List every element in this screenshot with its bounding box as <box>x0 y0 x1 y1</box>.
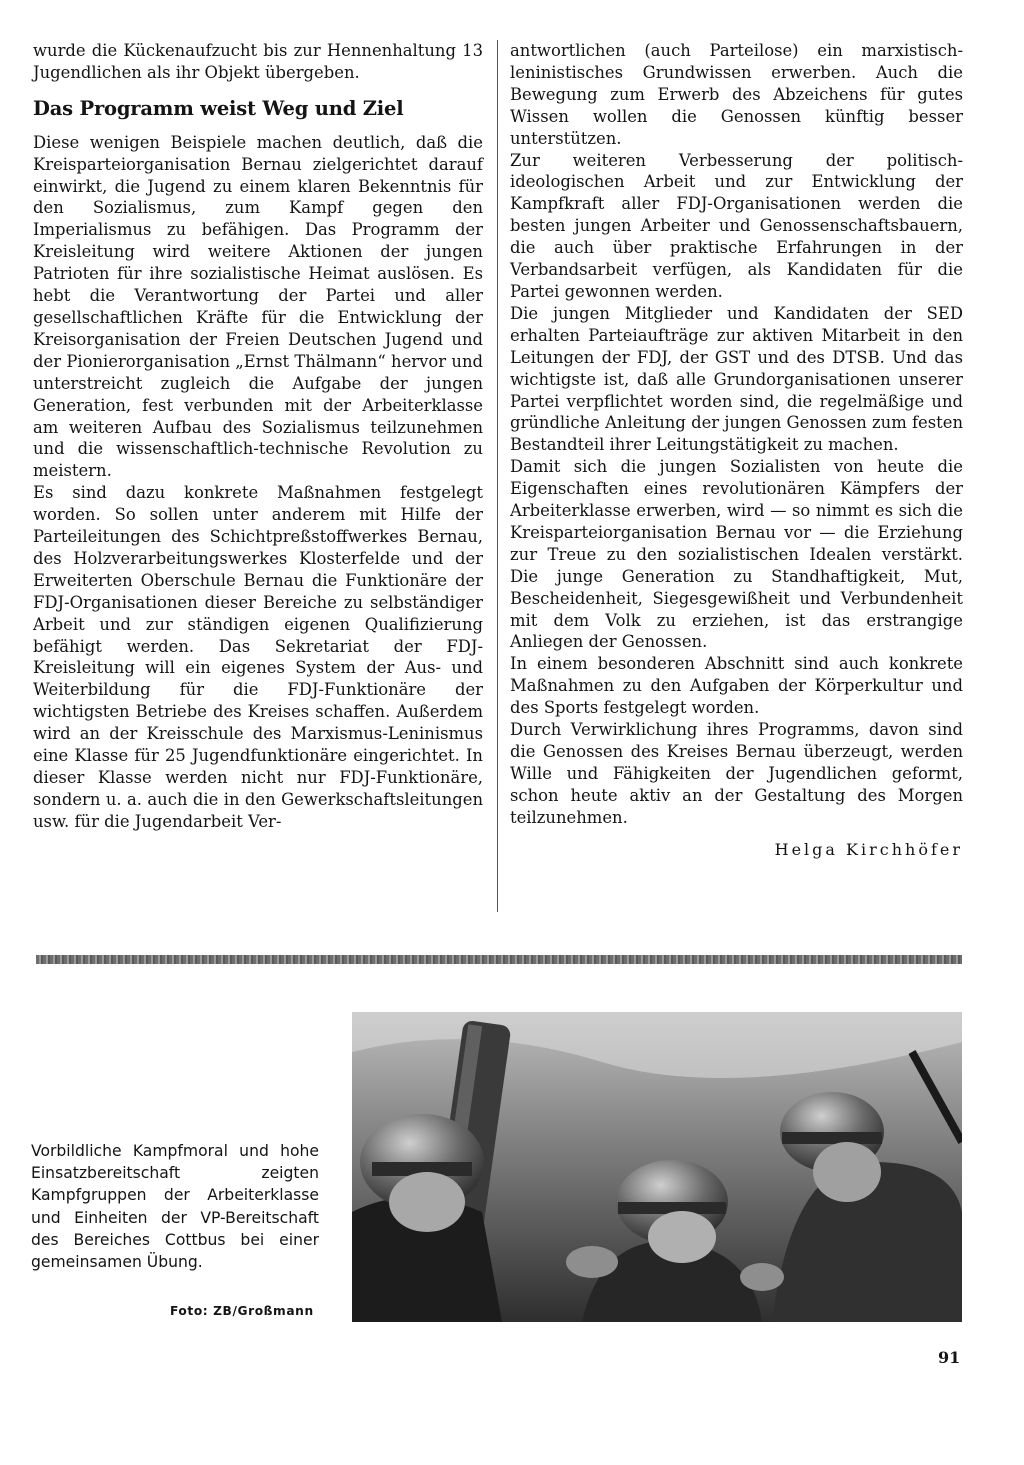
paragraph-4: Zur weiteren Verbesserung der politisch-ideologischen Arbeit und zur Entwicklung der Kampfkraft aller FDJ-Organisationen werden die besten jungen Arbeiter und Genossenschaftsbauern, die auch über praktische Erfahrungen in der Verbandsarbeit verfügen, als Kandidaten für die Partei gewonnen werden. <box>510 150 963 301</box>
paragraph-7: In einem besonderen Abschnitt sind auch konkrete Maßnahmen zu den Aufgaben der Körperkultur und des Sports festgelegt worden. <box>510 654 963 718</box>
paragraph-3: antwortlichen (auch Parteilose) ein marxistisch-leninistisches Grundwissen erwerben. Auch die Bewegung zum Erwerb des Abzeichens für gutes Wissen wollen die Genossen künftig besser unterstützen. <box>510 41 963 148</box>
column-divider <box>497 40 498 912</box>
author-name: Helga Kirchhöfer <box>774 839 963 859</box>
paragraph-1: Diese wenigen Beispiele machen deutlich, daß die Kreisparteiorganisation Bernau zielgerichtet darauf einwirkt, die Jugend zu einem klaren Bekenntnis für den Sozialismus, zum Kampf gegen den Imperialismus zu befähigen. Das Programm der Kreisleitung wird weitere Aktionen der jungen Patrioten für ihre sozialistische Heimat auslösen. Es hebt die Verantwortung der Partei und aller gesellschaftlichen Kräfte für die Entwicklung der Kreisorganisation der Freien Deutschen Jugend und der Pionierorganisation „Ernst Thälmann“ hervor und unterstreicht zugleich die Aufgabe der jungen Generation, fest verbunden mit der Arbeiterklasse am weiteren Aufbau des Sozialismus teilzunehmen und die wissenschaftlich-technische Revolution zu meistern. <box>33 132 483 481</box>
paragraph-5: Die jungen Mitglieder und Kandidaten der SED erhalten Parteiaufträge zur aktiven Mitarbeit in den Leitungen der FDJ, der GST und des DTSB. Und das wichtigste ist, daß alle Grundorganisationen unserer Partei verpflichtet worden sind, die regelmäßige und gründliche Anleitung der jungen Genossen zum festen Bestandteil ihrer Leitungstätigkeit zu machen. <box>510 303 963 455</box>
paragraph-6: Damit sich die jungen Sozialisten von heute die Eigenschaften eines revolutionären Kämpfers der Arbeiterklasse erwerben, wird — so nimmt es sich die Kreisparteiorganisation Bernau vor — die Erziehung zur Treue zu den sozialistischen Idealen verstärkt. Die junge Generation zu Standhaftigkeit, Mut, Bescheidenheit, Siegesgewißheit und Verbundenheit mit dem Volk zu erziehen, ist das erstrangige Anliegen der Genossen. <box>510 457 963 652</box>
caption-text: Vorbildliche Kampfmoral und hohe Einsatzbereitschaft zeigten Kampfgruppen der Arbeiterklasse und Einheiten der VP-Bereitschaft des Bereiches Cottbus bei einer gemeinsamen Übung. <box>31 1142 319 1272</box>
photo-illustration <box>352 1012 962 1322</box>
section-heading: Das Programm weist Weg und Ziel <box>33 96 404 120</box>
intro-paragraph: wurde die Kückenaufzucht bis zur Hennenhaltung 13 Jugendlichen als ihr Objekt übergeben. <box>33 41 483 82</box>
paragraph-2: Es sind dazu konkrete Maßnahmen festgelegt worden. So sollen unter anderem mit Hilfe der Parteileitungen des Schichtpreßstoffwerkes Bernau, des Holzverarbeitungswerkes Klosterfelde und der Erweiterten Oberschule Bernau die Funktionäre der FDJ-Organisationen dieser Bereiche zu selbständiger Arbeit und zur ständigen eigenen Qualifizierung befähigt werden. Das Sekretariat der FDJ-Kreisleitung will ein eigenes System der Aus- und Weiterbildung für die FDJ-Funktionäre der wichtigsten Betriebe des Kreises schaffen. Außerdem wird an der Kreisschule des Marxismus-Leninismus eine Klasse für 25 Jugendfunktionäre eingerichtet. In dieser Klasse werden nicht nur FDJ-Funktionäre, sondern u. a. auch die in den Gewerkschaftsleitungen usw. für die Jugendarbeit Ver- <box>33 483 483 831</box>
photo-credit: Foto: ZB/Großmann <box>170 1304 314 1318</box>
paragraph-8: Durch Verwirklichung ihres Programms, davon sind die Genossen des Kreises Bernau überzeugt, werden Wille und Fähigkeiten der Jugendlichen geformt, schon heute aktiv an der Gestaltung des Morgen teilzunehmen. <box>510 720 963 827</box>
left-column <box>33 40 483 833</box>
horizontal-divider <box>36 955 962 964</box>
photo-soldiers <box>352 1012 962 1322</box>
page-number: 91 <box>938 1348 961 1367</box>
right-column <box>510 40 963 861</box>
photo-caption <box>31 1140 319 1273</box>
